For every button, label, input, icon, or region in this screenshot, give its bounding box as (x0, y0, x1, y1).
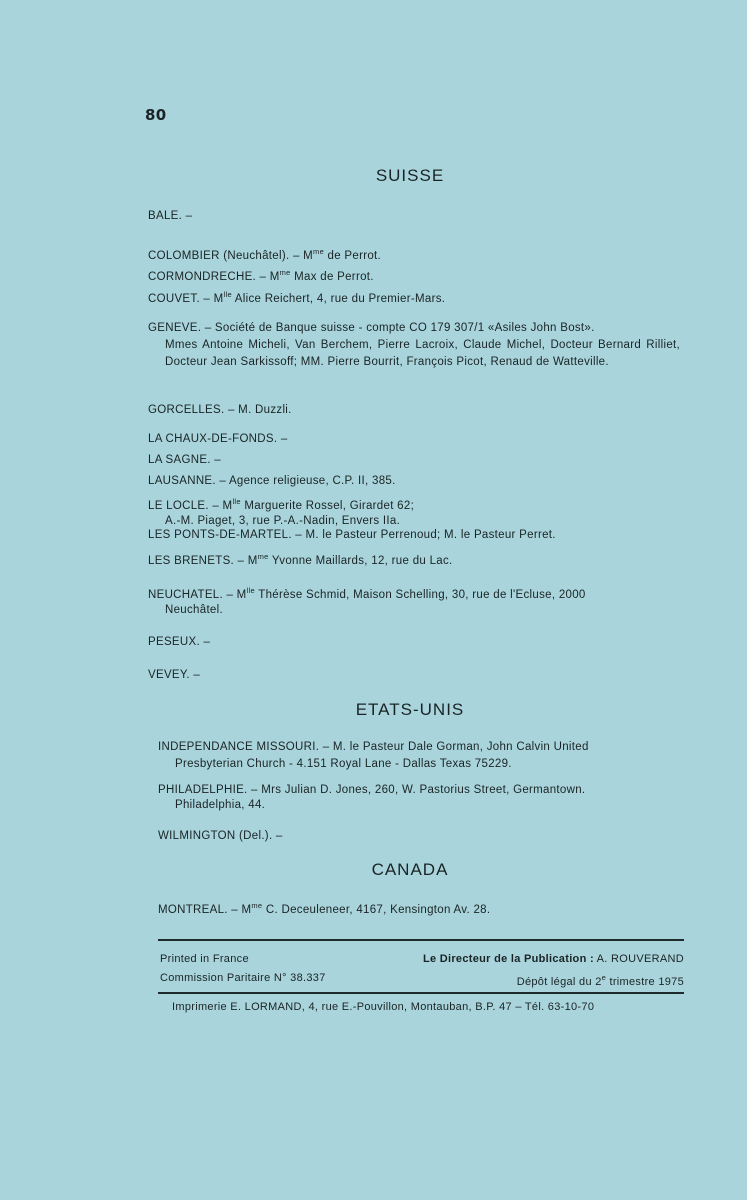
entry-cormondreche: CORMONDRECHE. – $M^{me}$ Max de Perrot. (148, 268, 374, 283)
entry-neuchatel: NEUCHATEL. – $M^{lle}$ Thérèse Schmid, Maison Schelling, 30, rue de l'Ecluse, 2000 Neuchâtel. (148, 583, 680, 618)
entry-philadelphie: PHILADELPHIE. – Mrs Julian D. Jones, 260, W. Pastorius Street, Germantown. Philadelphia, 44. (158, 783, 684, 813)
footer-line-1 (160, 950, 684, 968)
entry-montreal: MONTREAL. – $M^{me}$ C. Deceuleneer, 4167, Kensington Av. 28. (158, 901, 491, 916)
entry-couvet: COUVET. – $M^{lle}$ Alice Reichert, 4, rue du Premier-Mars. (148, 290, 446, 305)
section-heading-suisse: SUISSE (375, 166, 445, 185)
footer-rule-top (158, 939, 684, 941)
commission-paritaire: Commission Paritaire N° 38.337 (160, 972, 326, 984)
section-heading-canada: CANADA (371, 860, 449, 879)
entry-philadelphie-continuation: Philadelphia, 44. (175, 799, 266, 811)
imprimerie-line: Imprimerie E. LORMAND, 4, rue E.-Pouvillon, Montauban, B.P. 47 – Tél. 63-10-70 (172, 1001, 595, 1013)
entry-vevey: VEVEY. – (148, 669, 201, 681)
entry-colombier: COLOMBIER (Neuchâtel). – $M^{me}$ de Perrot. (148, 247, 382, 262)
entry-peseux: PESEUX. – (148, 636, 211, 648)
footer-line-2 (160, 969, 684, 987)
entry-la-chaux-de-fonds: LA CHAUX-DE-FONDS. – (148, 433, 288, 445)
footer-rule-bottom (158, 992, 684, 994)
publication-director: Le Directeur de la Publication : A. ROUVERAND (422, 953, 684, 965)
entry-wilmington: WILMINGTON (Del.). – (158, 830, 283, 842)
entry-la-sagne: LA SAGNE. – (148, 454, 221, 466)
entry-neuchatel-continuation: Neuchâtel. (165, 604, 223, 616)
depot-legal: Dépôt légal du 2e trimestre 1975 (516, 973, 684, 988)
section-heading-etats-unis: ETATS-UNIS (355, 700, 465, 719)
entry-les-ponts-de-martel: LES PONTS-DE-MARTEL. – M. le Pasteur Perrenoud; M. le Pasteur Perret. (148, 529, 556, 541)
entry-independance-missouri: INDEPENDANCE MISSOURI. – M. le Pasteur Dale Gorman, John Calvin United Presbyterian Church - 4.151 Royal Lane - Dallas Texas 75229. (158, 739, 684, 773)
entry-geneve: GENEVE. – Société de Banque suisse - compte CO 179 307/1 «Asiles John Bost». Mmes Antoine Micheli, Van Berchem, Pierre Lacroix, Claude Michel, Docteur Bernard Rilliet, Docteur Jean Sarkissoff; MM. Pierre Bourrit, François Picot, Renaud de Watteville. (148, 320, 680, 371)
entry-lausanne: LAUSANNE. – Agence religieuse, C.P. II, 385. (148, 475, 396, 487)
entry-geneve-continuation: Mmes Antoine Micheli, Van Berchem, Pierre Lacroix, Claude Michel, Docteur Bernard Rilliet, Docteur Jean Sarkissoff; MM. Pierre Bourrit, François Picot, Renaud de Watteville. (165, 339, 680, 368)
entry-bale: BALE. – (148, 210, 193, 222)
entry-le-locle: LE LOCLE. – $M^{lle}$ Marguerite Rossel, Girardet 62; A.-M. Piaget, 3, rue P.-A.-Nadin, Envers IIa. (148, 494, 680, 529)
entry-independance-continuation: Presbyterian Church - 4.151 Royal Lane - Dallas Texas 75229. (175, 758, 512, 770)
printed-in-france: Printed in France (160, 953, 249, 965)
entry-les-brenets: LES BRENETS. – $M^{me}$ Yvonne Maillards, 12, rue du Lac. (148, 552, 453, 567)
page-number: 80 (145, 106, 167, 124)
entry-le-locle-continuation: A.-M. Piaget, 3, rue P.-A.-Nadin, Envers IIa. (165, 515, 401, 527)
entry-gorcelles: GORCELLES. – M. Duzzli. (148, 404, 292, 416)
